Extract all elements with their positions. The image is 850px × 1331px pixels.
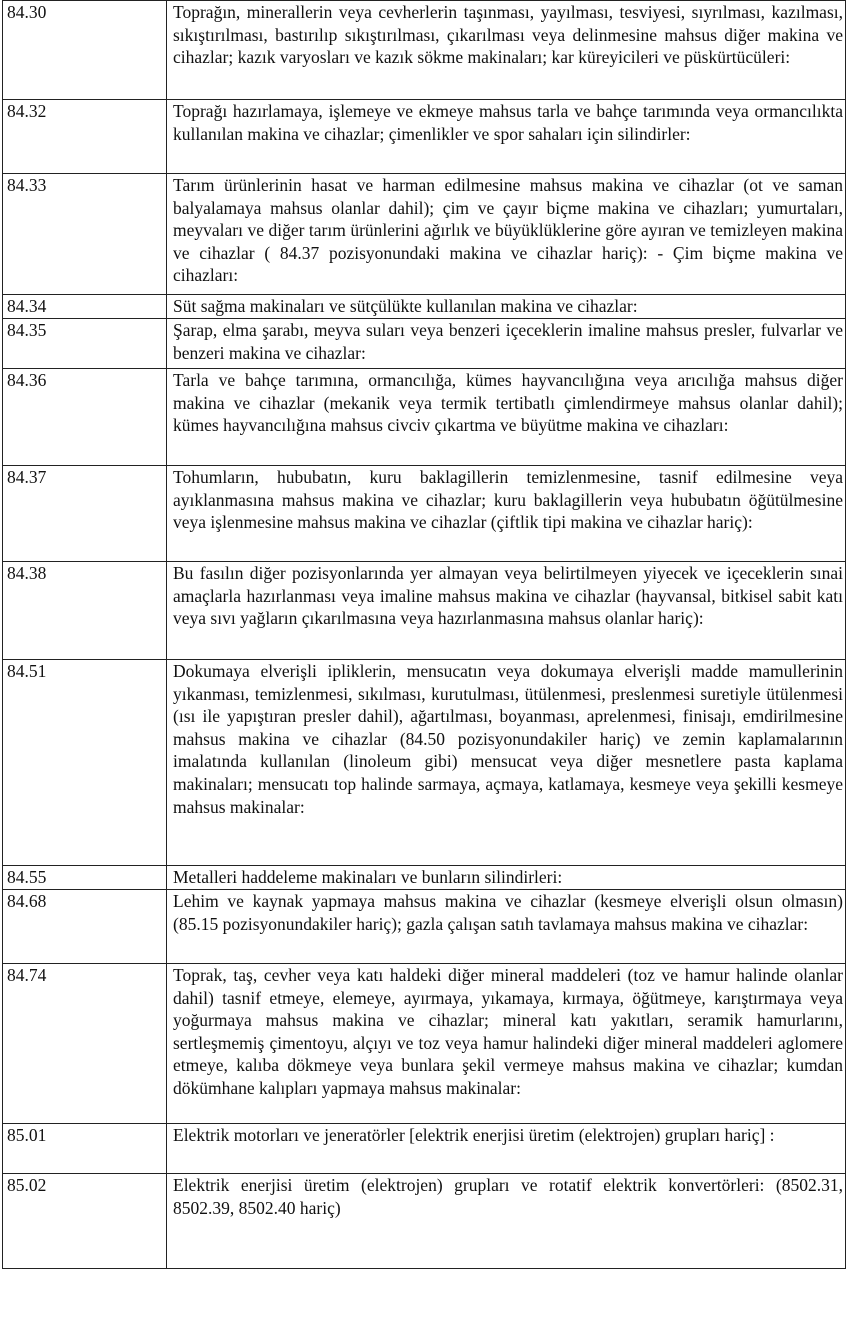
tariff-table: [2, 0, 846, 1269]
tariff-code: 84.32: [3, 100, 167, 174]
table-row: [3, 100, 846, 174]
tariff-code: 85.02: [3, 1174, 167, 1269]
table-row: [3, 295, 846, 319]
tariff-description: Toprağı hazırlamaya, işlemeye ve ekmeye mahsus tarla ve bahçe tarımında veya ormancılıkta kullanılan makina ve cihazlar; çimenlikler ve spor sahaları için silindirler:: [167, 100, 846, 174]
tariff-description: Dokumaya elverişli ipliklerin, mensucatın veya dokumaya elverişli madde mamullerinin yıkanması, temizlenmesi, sıkılması, kurutulması, ütülenmesi, preslenmesi suretiyle ütülenmesi (ısı ile yapıştıran presler dahil), ağartılması, boyanması, aprelenmesi, finisajı, emdirilmesine mahsus makina ve cihazlar (84.50 pozisyonundakiler hariç) ve zemin kaplamalarının imalatında kullanılan (linoleum gibi) mensucat veya diğer mesnetlere pasta kaplama makinaları; mensucatı top halinde sarmaya, açmaya, katlamaya, kesmeye veya şekilli kesmeye mahsus makinalar:: [167, 660, 846, 866]
tariff-description: Toprak, taş, cevher veya katı haldeki diğer mineral maddeleri (toz ve hamur halinde olanlar dahil) tasnif etmeye, elemeye, ayırmaya, yıkamaya, kırmaya, öğütmeye, karıştırmaya veya yoğurmaya mahsus makina ve cihazlar; mineral katı yakıtları, seramik hamurlarını, sertleşmemiş çimentoyu, alçıyı ve toz veya hamur halindeki diğer mineral maddeleri aglomere etmeye, kalıba dökmeye veya bunlara şekil vermeye mahsus makina ve cihazlar; kumdan dökümhane kalıpları yapmaya mahsus makinalar:: [167, 964, 846, 1124]
table-row: [3, 964, 846, 1124]
tariff-code: 85.01: [3, 1124, 167, 1174]
tariff-description: Toprağın, minerallerin veya cevherlerin taşınması, yayılması, tesviyesi, sıyrılması, kazılması, sıkıştırılması, bastırılıp sıkıştırılması, çıkarılması veya delinmesine mahsus diğer makina ve cihazlar; kazık varyosları ve kazık sökme makinaları; kar küreyicileri ve püskürtücüleri:: [167, 1, 846, 100]
table-row: [3, 466, 846, 562]
tariff-description: Bu fasılın diğer pozisyonlarında yer almayan veya belirtilmeyen yiyecek ve içeceklerin sınai amaçlarla hazırlanması veya imaline mahsus makina ve cihazlar (hayvansal, bitkisel sabit katı veya sıvı yağların çıkarılmasına veya hazırlanmasına mahsus olanlar hariç):: [167, 562, 846, 660]
tariff-code: 84.74: [3, 964, 167, 1124]
tariff-description: Şarap, elma şarabı, meyva suları veya benzeri içeceklerin imaline mahsus presler, fulvarlar ve benzeri makina ve cihazlar:: [167, 319, 846, 369]
tariff-description: Elektrik enerjisi üretim (elektrojen) grupları ve rotatif elektrik konvertörleri: (8502.31, 8502.39, 8502.40 hariç): [167, 1174, 846, 1269]
tariff-description: Tarım ürünlerinin hasat ve harman edilmesine mahsus makina ve cihazlar (ot ve saman balyalamaya mahsus olanlar dahil); çim ve çayır biçme makina ve cihazları; yumurtaları, meyvaları ve diğer tarım ürünlerini ağırlık ve büyüklüklerine göre ayıran ve temizleyen makina ve cihazlar ( 84.37 pozisyonundaki makina ve cihazlar hariç): - Çim biçme makina ve cihazları:: [167, 174, 846, 295]
table-row: [3, 866, 846, 890]
tariff-description: Lehim ve kaynak yapmaya mahsus makina ve cihazlar (kesmeye elverişli olsun olmasın) (85.15 pozisyonundakiler hariç); gazla çalışan satıh tavlamaya mahsus makina ve cihazlar:: [167, 890, 846, 964]
tariff-code: 84.36: [3, 369, 167, 466]
tariff-description: Tohumların, hububatın, kuru baklagillerin temizlenmesine, tasnif edilmesine veya ayıklanmasına mahsus makina ve cihazlar; kuru baklagillerin veya hububatın öğütülmesine veya işlenmesine mahsus makina ve cihazlar (çiftlik tipi makina ve cihazlar hariç):: [167, 466, 846, 562]
tariff-code: 84.55: [3, 866, 167, 890]
table-row: [3, 660, 846, 866]
table-row: [3, 562, 846, 660]
tariff-code: 84.34: [3, 295, 167, 319]
tariff-description: Süt sağma makinaları ve sütçülükte kullanılan makina ve cihazlar:: [167, 295, 846, 319]
tariff-code: 84.51: [3, 660, 167, 866]
table-row: [3, 369, 846, 466]
tariff-code: 84.38: [3, 562, 167, 660]
table-row: [3, 1124, 846, 1174]
table-row: [3, 319, 846, 369]
tariff-description: Metalleri haddeleme makinaları ve bunların silindirleri:: [167, 866, 846, 890]
table-row: [3, 890, 846, 964]
table-row: [3, 1174, 846, 1269]
tariff-description: Tarla ve bahçe tarımına, ormancılığa, kümes hayvancılığına veya arıcılığa mahsus diğer makina ve cihazlar (mekanik veya termik tertibatlı çimlendirmeye mahsus olanlar dahil); kümes hayvancılığına mahsus civciv çıkartma ve büyütme makina ve cihazları:: [167, 369, 846, 466]
tariff-code: 84.30: [3, 1, 167, 100]
tariff-code: 84.33: [3, 174, 167, 295]
tariff-code: 84.35: [3, 319, 167, 369]
tariff-code: 84.37: [3, 466, 167, 562]
tariff-description: Elektrik motorları ve jeneratörler [elektrik enerjisi üretim (elektrojen) grupları hariç] :: [167, 1124, 846, 1174]
tariff-code: 84.68: [3, 890, 167, 964]
table-row: [3, 174, 846, 295]
table-row: [3, 1, 846, 100]
